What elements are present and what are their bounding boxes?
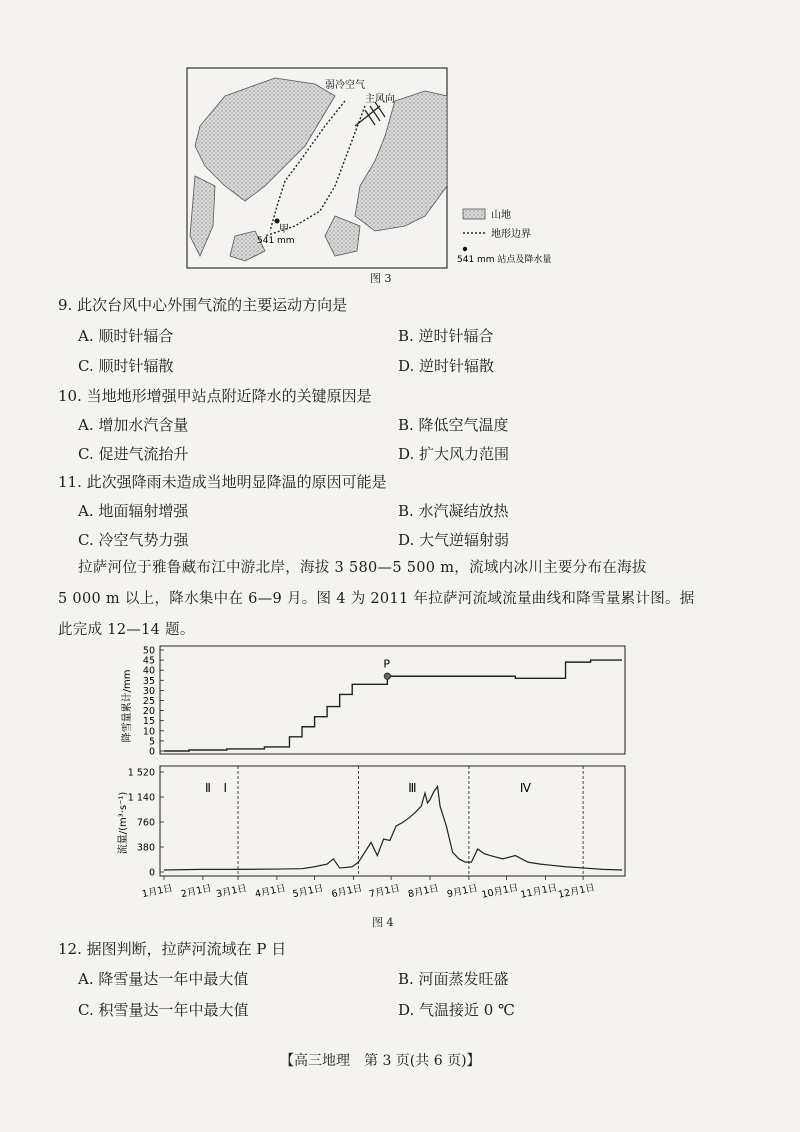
point-p-marker	[384, 673, 390, 679]
period-label: Ⅱ	[204, 781, 211, 795]
xtick-label: 12月1日	[557, 882, 596, 901]
xtick-label: 11月1日	[519, 882, 559, 901]
legend-mountain-swatch	[463, 209, 485, 219]
passage-line-2: 5 000 m 以上，降水集中在 6—9 月。图 4 为 2011 年拉萨河流域流量曲线和降雪量累计图。据	[58, 591, 695, 607]
xtick-label: 5月1日	[291, 882, 325, 901]
flow-ytick-label: 0	[148, 867, 155, 879]
flow-ytick-label: 1 140	[127, 792, 155, 804]
snow-axis-label: 降雪量累计/mm	[122, 669, 133, 743]
question-12-option-b[interactable]: B. 河面蒸发旺盛	[398, 970, 509, 988]
label-cold-air: 弱冷空气	[325, 80, 365, 91]
period-label: Ⅲ	[408, 781, 417, 795]
question-10-option-d[interactable]: D. 扩大风力范围	[398, 445, 510, 463]
question-9-option-c[interactable]: C. 顺时针辐散	[78, 357, 174, 375]
flow-ytick-label: 1 520	[127, 767, 155, 779]
xtick-label: 3月1日	[215, 882, 248, 901]
question-9-option-d[interactable]: D. 逆时针辐散	[398, 357, 495, 375]
label-station-precip: 541 mm	[257, 236, 295, 246]
figure-3-map	[185, 66, 605, 291]
question-11-option-d[interactable]: D. 大气逆辐射弱	[398, 531, 510, 549]
snow-ytick-label: 0	[148, 746, 155, 758]
figure-3-caption: 图 3	[370, 272, 392, 285]
station-dot-icon	[275, 219, 280, 224]
question-11-stem: 11. 此次强降雨未造成当地明显降温的原因可能是	[58, 473, 387, 491]
figure-4-caption: 图 4	[372, 916, 394, 929]
period-label: Ⅰ	[223, 781, 228, 795]
snow-accumulation-line	[164, 660, 622, 751]
legend-station-dot-icon	[463, 247, 467, 251]
mountain-area-southeast	[325, 216, 360, 256]
snow-ytick-label: 10	[142, 726, 155, 738]
question-12-option-c[interactable]: C. 积雪量达一年中最大值	[78, 1001, 249, 1019]
snow-ytick-label: 50	[142, 645, 155, 657]
xtick-label: 4月1日	[254, 882, 287, 901]
passage-line-3: 此完成 12—14 题。	[58, 622, 195, 638]
snow-ytick-label: 5	[148, 736, 155, 748]
page-footer: 【高三地理 第 3 页(共 6 页)】	[280, 1053, 481, 1069]
label-main-wind: 主风向	[365, 94, 395, 105]
question-11-option-b[interactable]: B. 水汽凝结放热	[398, 502, 509, 520]
flow-ytick-label: 760	[136, 817, 155, 829]
question-10-option-a[interactable]: A. 增加水汽含量	[78, 416, 189, 434]
question-9-option-a[interactable]: A. 顺时针辐合	[78, 327, 174, 345]
flow-discharge-line	[164, 786, 622, 870]
question-12-stem: 12. 据图判断，拉萨河流域在 P 日	[58, 940, 287, 958]
label-station: 甲	[279, 224, 289, 235]
question-9-stem: 9. 此次台风中心外围气流的主要运动方向是	[58, 296, 348, 314]
question-12-option-a[interactable]: A. 降雪量达一年中最大值	[78, 970, 249, 988]
point-p-label: P	[383, 657, 390, 671]
snow-ytick-label: 20	[142, 706, 155, 718]
xtick-label: 7月1日	[368, 882, 401, 901]
question-10-option-c[interactable]: C. 促进气流抬升	[78, 445, 189, 463]
legend-boundary-label: 地形边界	[491, 229, 531, 240]
xtick-label: 10月1日	[480, 882, 520, 901]
xtick-label: 2月1日	[180, 882, 213, 901]
passage-line-1: 拉萨河位于雅鲁藏布江中游北岸，海拔 3 580—5 500 m，流域内冰川主要分布在海拔	[78, 560, 647, 576]
flow-axis-label: 流量/(m³·s⁻¹)	[118, 791, 129, 855]
legend-mountain-label: 山地	[491, 210, 511, 221]
snow-ytick-label: 45	[142, 655, 155, 667]
flow-panel-frame	[160, 766, 625, 876]
figure-4-chart	[110, 638, 635, 910]
legend-station-label: 541 mm 站点及降水量	[457, 255, 552, 265]
question-10-option-b[interactable]: B. 降低空气温度	[398, 416, 509, 434]
mountain-area-southwest	[190, 176, 215, 256]
snow-ytick-label: 30	[142, 685, 155, 697]
question-11-option-a[interactable]: A. 地面辐射增强	[78, 502, 189, 520]
xtick-label: 1月1日	[141, 882, 174, 901]
question-11-option-c[interactable]: C. 冷空气势力强	[78, 531, 189, 549]
snow-ytick-label: 15	[142, 716, 155, 728]
snow-ytick-label: 25	[142, 696, 155, 707]
question-9-option-b[interactable]: B. 逆时针辐合	[398, 327, 494, 345]
mountain-area-east	[355, 91, 447, 231]
snow-ytick-label: 40	[142, 665, 155, 677]
snow-panel-frame	[160, 646, 625, 754]
xtick-label: 8月1日	[407, 882, 440, 901]
period-label: Ⅳ	[519, 781, 531, 795]
xtick-label: 6月1日	[330, 882, 364, 901]
flow-ytick-label: 380	[136, 842, 155, 854]
snow-ytick-label: 35	[142, 675, 155, 687]
mountain-area-west	[195, 78, 335, 201]
question-12-option-d[interactable]: D. 气温接近 0 ℃	[398, 1001, 515, 1019]
xtick-label: 9月1日	[446, 882, 479, 901]
question-10-stem: 10. 当地地形增强甲站点附近降水的关键原因是	[58, 387, 372, 405]
